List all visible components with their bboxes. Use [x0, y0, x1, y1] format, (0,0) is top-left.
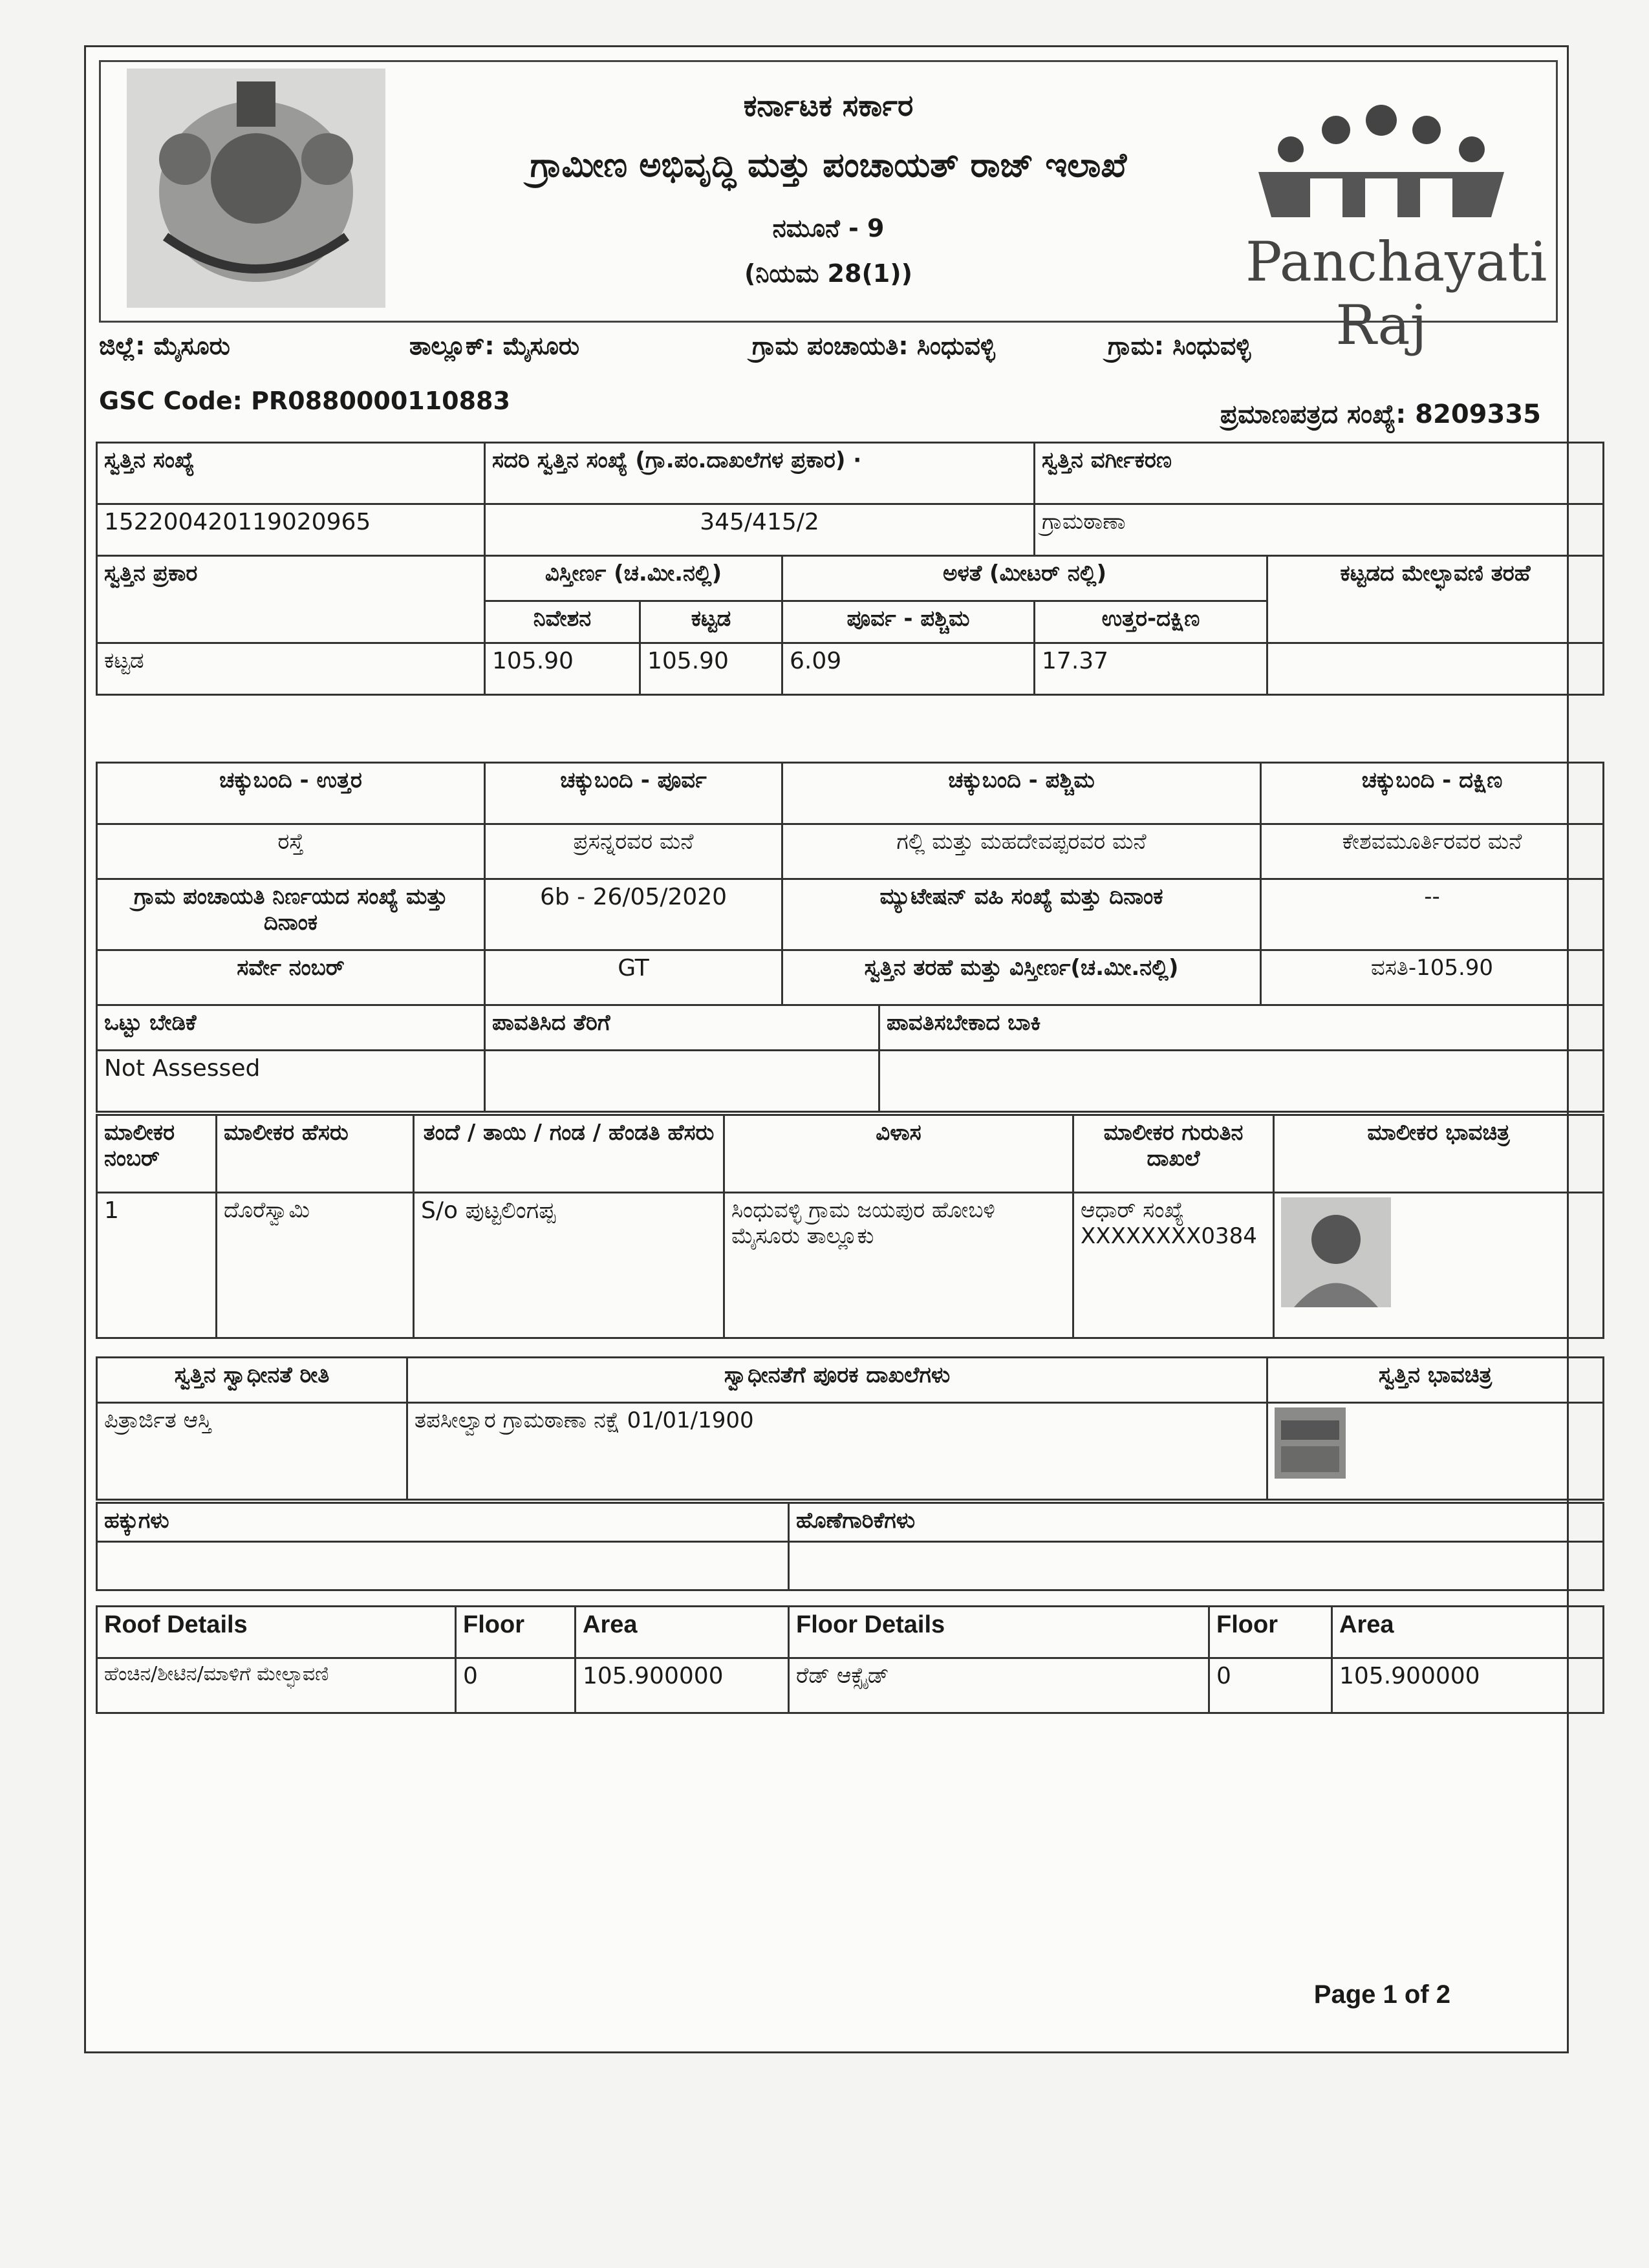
header-cell: ಸರ್ವೇ ನಂಬರ್	[97, 950, 485, 1005]
logo-text: Panchayati Raj	[1245, 230, 1547, 357]
header-cell: ಒಟ್ಟು ಬೇಡಿಕೆ	[97, 1005, 485, 1051]
header-cell: ಚಕ್ಕುಬಂದಿ - ಪಶ್ಚಿಮ	[782, 763, 1261, 824]
header-cell: Floor	[1209, 1607, 1332, 1658]
header-cell: ತಂದೆ / ತಾಯಿ / ಗಂಡ / ಹೆಂಡತಿ ಹೆಸರು	[414, 1115, 724, 1193]
certificate-number: ಪ್ರಮಾಣಪತ್ರದ ಸಂಖ್ಯೆ: 8209335	[1220, 400, 1541, 429]
owner-photo-icon	[1281, 1197, 1391, 1307]
owner-table	[96, 1114, 1604, 1339]
building-area: 105.90	[640, 643, 782, 695]
header-cell: ಸ್ವಾಧೀನತೆಗೆ ಪೂರಕ ದಾಖಲೆಗಳು	[407, 1358, 1267, 1403]
tax-table	[96, 1004, 1604, 1113]
header-cell: ಪಾವತಿಸಬೇಕಾದ ಬಾಕಿ	[879, 1005, 1604, 1051]
roof-type-value: ಹೆಂಚಿನ/ಶೀಟಿನ/ಮಾಳಿಗೆ ಮೇಲ್ಛಾವಣಿ	[97, 1658, 456, 1713]
header-cell: ಸದರಿ ಸ್ವತ್ತಿನ ಸಂಖ್ಯೆ (ಗ್ರಾ.ಪಂ.ದಾಖಲೆಗಳ ಪ್ರಕಾರ) ·	[485, 443, 1035, 504]
dept-title: ಗ್ರಾಮೀಣ ಅಭಿವೃದ್ಧಿ ಮತ್ತು ಪಂಚಾಯತ್ ರಾಜ್ ಇಲಾಖೆ	[530, 146, 1127, 185]
header-cell: ಪೂರ್ವ - ಪಶ್ಚಿಮ	[782, 601, 1035, 643]
type-and-area: ವಸತಿ-105.90	[1261, 950, 1604, 1005]
south-boundary: ಕೇಶವಮೂರ್ತಿರವರ ಮನೆ	[1261, 824, 1604, 879]
header-cell: ಸ್ವತ್ತಿನ ಪ್ರಕಾರ	[97, 556, 485, 643]
header-cell: ಮ್ಯುಟೇಷನ್ ವಹಿ ಸಂಖ್ಯೆ ಮತ್ತು ದಿನಾಂಕ	[782, 879, 1261, 950]
header-cell: Roof Details	[97, 1607, 456, 1658]
village-label: ಗ್ರಾಮ: ಸಿಂಧುವಳ್ಳಿ	[1108, 332, 1251, 360]
property-number-gp: 345/415/2	[485, 504, 1035, 556]
north-south-length: 17.37	[1035, 643, 1267, 695]
balance-due	[879, 1051, 1604, 1112]
header-cell: ಸ್ವತ್ತಿನ ವರ್ಗೀಕರಣ	[1035, 443, 1604, 504]
owner-name: ದೊರೆಸ್ವಾಮಿ	[217, 1193, 414, 1338]
header-cell: ಕಟ್ಟಡದ ಮೇಲ್ಛಾವಣಿ ತರಹೆ	[1267, 556, 1604, 643]
header-cell: ಅಳತೆ (ಮೀಟರ್ ನಲ್ಲಿ)	[782, 556, 1267, 601]
gsc-code: GSC Code: PR0880000110883	[99, 387, 510, 415]
roof-floor-table	[96, 1605, 1604, 1714]
header-cell: ಮಾಲೀಕರ ಗುರುತಿನ ದಾಖಲೆ	[1073, 1115, 1274, 1193]
north-boundary: ರಸ್ತೆ	[97, 824, 485, 879]
header-cell: ಚಕ್ಕುಬಂದಿ - ಪೂರ್ವ	[485, 763, 782, 824]
supporting-documents: ತಪಸೀಲ್ವಾರ ಗ್ರಾಮಠಾಣಾ ನಕ್ಷೆ 01/01/1900	[407, 1403, 1267, 1500]
mutation-value: --	[1261, 879, 1604, 950]
acquisition-table	[96, 1356, 1604, 1501]
property-photo-cell	[1267, 1403, 1604, 1500]
header-cell: ನಿವೇಶನ	[485, 601, 640, 643]
east-boundary: ಪ್ರಸನ್ನರವರ ಮನೆ	[485, 824, 782, 879]
header-cell: ಚಕ್ಕುಬಂದಿ - ದಕ್ಷಿಣ	[1261, 763, 1604, 824]
header-cell: ಸ್ವತ್ತಿನ ಸ್ವಾಧೀನತೆ ರೀತಿ	[97, 1358, 407, 1403]
property-class: ಗ್ರಾಮಠಾಣಾ	[1035, 504, 1604, 556]
liabilities-value	[789, 1542, 1604, 1590]
form-sheet	[84, 45, 1569, 2053]
boundaries-table	[96, 762, 1604, 1006]
property-dimensions-table	[96, 555, 1604, 696]
roof-area-value: 105.900000	[576, 1658, 789, 1713]
site-area: 105.90	[485, 643, 640, 695]
header-cell: ಸ್ವತ್ತಿನ ತರಹೆ ಮತ್ತು ವಿಸ್ತೀರ್ಣ(ಚ.ಮೀ.ನಲ್ಲಿ)	[782, 950, 1261, 1005]
page-number: Page 1 of 2	[1313, 1980, 1450, 2009]
floor-area-value: 105.900000	[1332, 1658, 1604, 1713]
district-label: ಜಿಲ್ಲೆ: ಮೈಸೂರು	[99, 332, 230, 360]
header-cell: ಮಾಲೀಕರ ನಂಬರ್	[97, 1115, 217, 1193]
resolution-value: 6b - 26/05/2020	[485, 879, 782, 950]
header-cell: ಚಕ್ಕುಬಂದಿ - ಉತ್ತರ	[97, 763, 485, 824]
header-cell: ಹೊಣೆಗಾರಿಕೆಗಳು	[789, 1503, 1604, 1542]
header-cell: ವಿಳಾಸ	[724, 1115, 1073, 1193]
header-cell: Floor	[456, 1607, 576, 1658]
gov-title: ಕರ್ನಾಟಕ ಸರ್ಕಾರ	[743, 88, 914, 123]
header-cell: ಸ್ವತ್ತಿನ ಭಾವಚಿತ್ರ	[1267, 1358, 1604, 1403]
header-cell: ಕಟ್ಟಡ	[640, 601, 782, 643]
karnataka-emblem-icon	[127, 69, 385, 308]
rule-number: (ನಿಯಮ 28(1))	[744, 259, 912, 288]
relation-name: S/o ಪುಟ್ಟಲಿಂಗಪ್ಪ	[414, 1193, 724, 1338]
rights-value	[97, 1542, 789, 1590]
property-number-table	[96, 442, 1604, 557]
east-west-length: 6.09	[782, 643, 1035, 695]
header-cell: Area	[576, 1607, 789, 1658]
header-cell: ಸ್ವತ್ತಿನ ಸಂಖ್ಯೆ	[97, 443, 485, 504]
owner-id: ಆಧಾರ್ ಸಂಖ್ಯೆ XXXXXXXX0384	[1073, 1193, 1274, 1338]
floor-type-value: ರೆಡ್ ಆಕ್ಸೈಡ್	[789, 1658, 1209, 1713]
header-cell: ವಿಸ್ತೀರ್ಣ (ಚ.ಮೀ.ನಲ್ಲಿ)	[485, 556, 782, 601]
taluk-label: ತಾಲ್ಲೂಕ್: ಮೈಸೂರು	[409, 332, 580, 360]
form-number: ನಮೂನೆ - 9	[772, 214, 885, 242]
total-demand: Not Assessed	[97, 1051, 485, 1112]
panchayati-raj-logo	[1245, 101, 1547, 357]
gp-label: ಗ್ರಾಮ ಪಂಚಾಯತಿ: ಸಿಂಧುವಳ್ಳಿ	[752, 332, 995, 360]
owner-photo-cell	[1274, 1193, 1604, 1338]
header-cell: ಉತ್ತರ-ದಕ್ಷಿಣ	[1035, 601, 1267, 643]
property-type: ಕಟ್ಟಡ	[97, 643, 485, 695]
acquisition-mode: ಪಿತ್ರಾರ್ಜಿತ ಆಸ್ತಿ	[97, 1403, 407, 1500]
property-number: 152200420119020965	[97, 504, 485, 556]
header-cell: ಪಾವತಿಸಿದ ತೆರಿಗೆ	[485, 1005, 879, 1051]
header-cell: ಗ್ರಾಮ ಪಂಚಾಯತಿ ನಿರ್ಣಯದ ಸಂಖ್ಯೆ ಮತ್ತು ದಿನಾಂಕ	[97, 879, 485, 950]
roof-floor-value: 0	[456, 1658, 576, 1713]
header-cell: ಮಾಲೀಕರ ಹೆಸರು	[217, 1115, 414, 1193]
roof-type	[1267, 643, 1604, 695]
owner-number: 1	[97, 1193, 217, 1338]
property-photo-icon	[1275, 1407, 1346, 1479]
header-cell: ಹಕ್ಕುಗಳು	[97, 1503, 789, 1542]
paid-tax	[485, 1051, 879, 1112]
owner-address: ಸಿಂಧುವಳ್ಳಿ ಗ್ರಾಮ ಜಯಪುರ ಹೋಬಳಿ ಮೈಸೂರು ತಾಲ್ಲೂಕು	[724, 1193, 1073, 1338]
west-boundary: ಗಲ್ಲಿ ಮತ್ತು ಮಹದೇವಪ್ಪರವರ ಮನೆ	[782, 824, 1261, 879]
floor-number-value: 0	[1209, 1658, 1332, 1713]
header-cell: Floor Details	[789, 1607, 1209, 1658]
header-cell: Area	[1332, 1607, 1604, 1658]
people-group-icon	[1245, 101, 1517, 224]
survey-number: GT	[485, 950, 782, 1005]
header-cell: ಮಾಲೀಕರ ಭಾವಚಿತ್ರ	[1274, 1115, 1604, 1193]
rights-table	[96, 1502, 1604, 1591]
